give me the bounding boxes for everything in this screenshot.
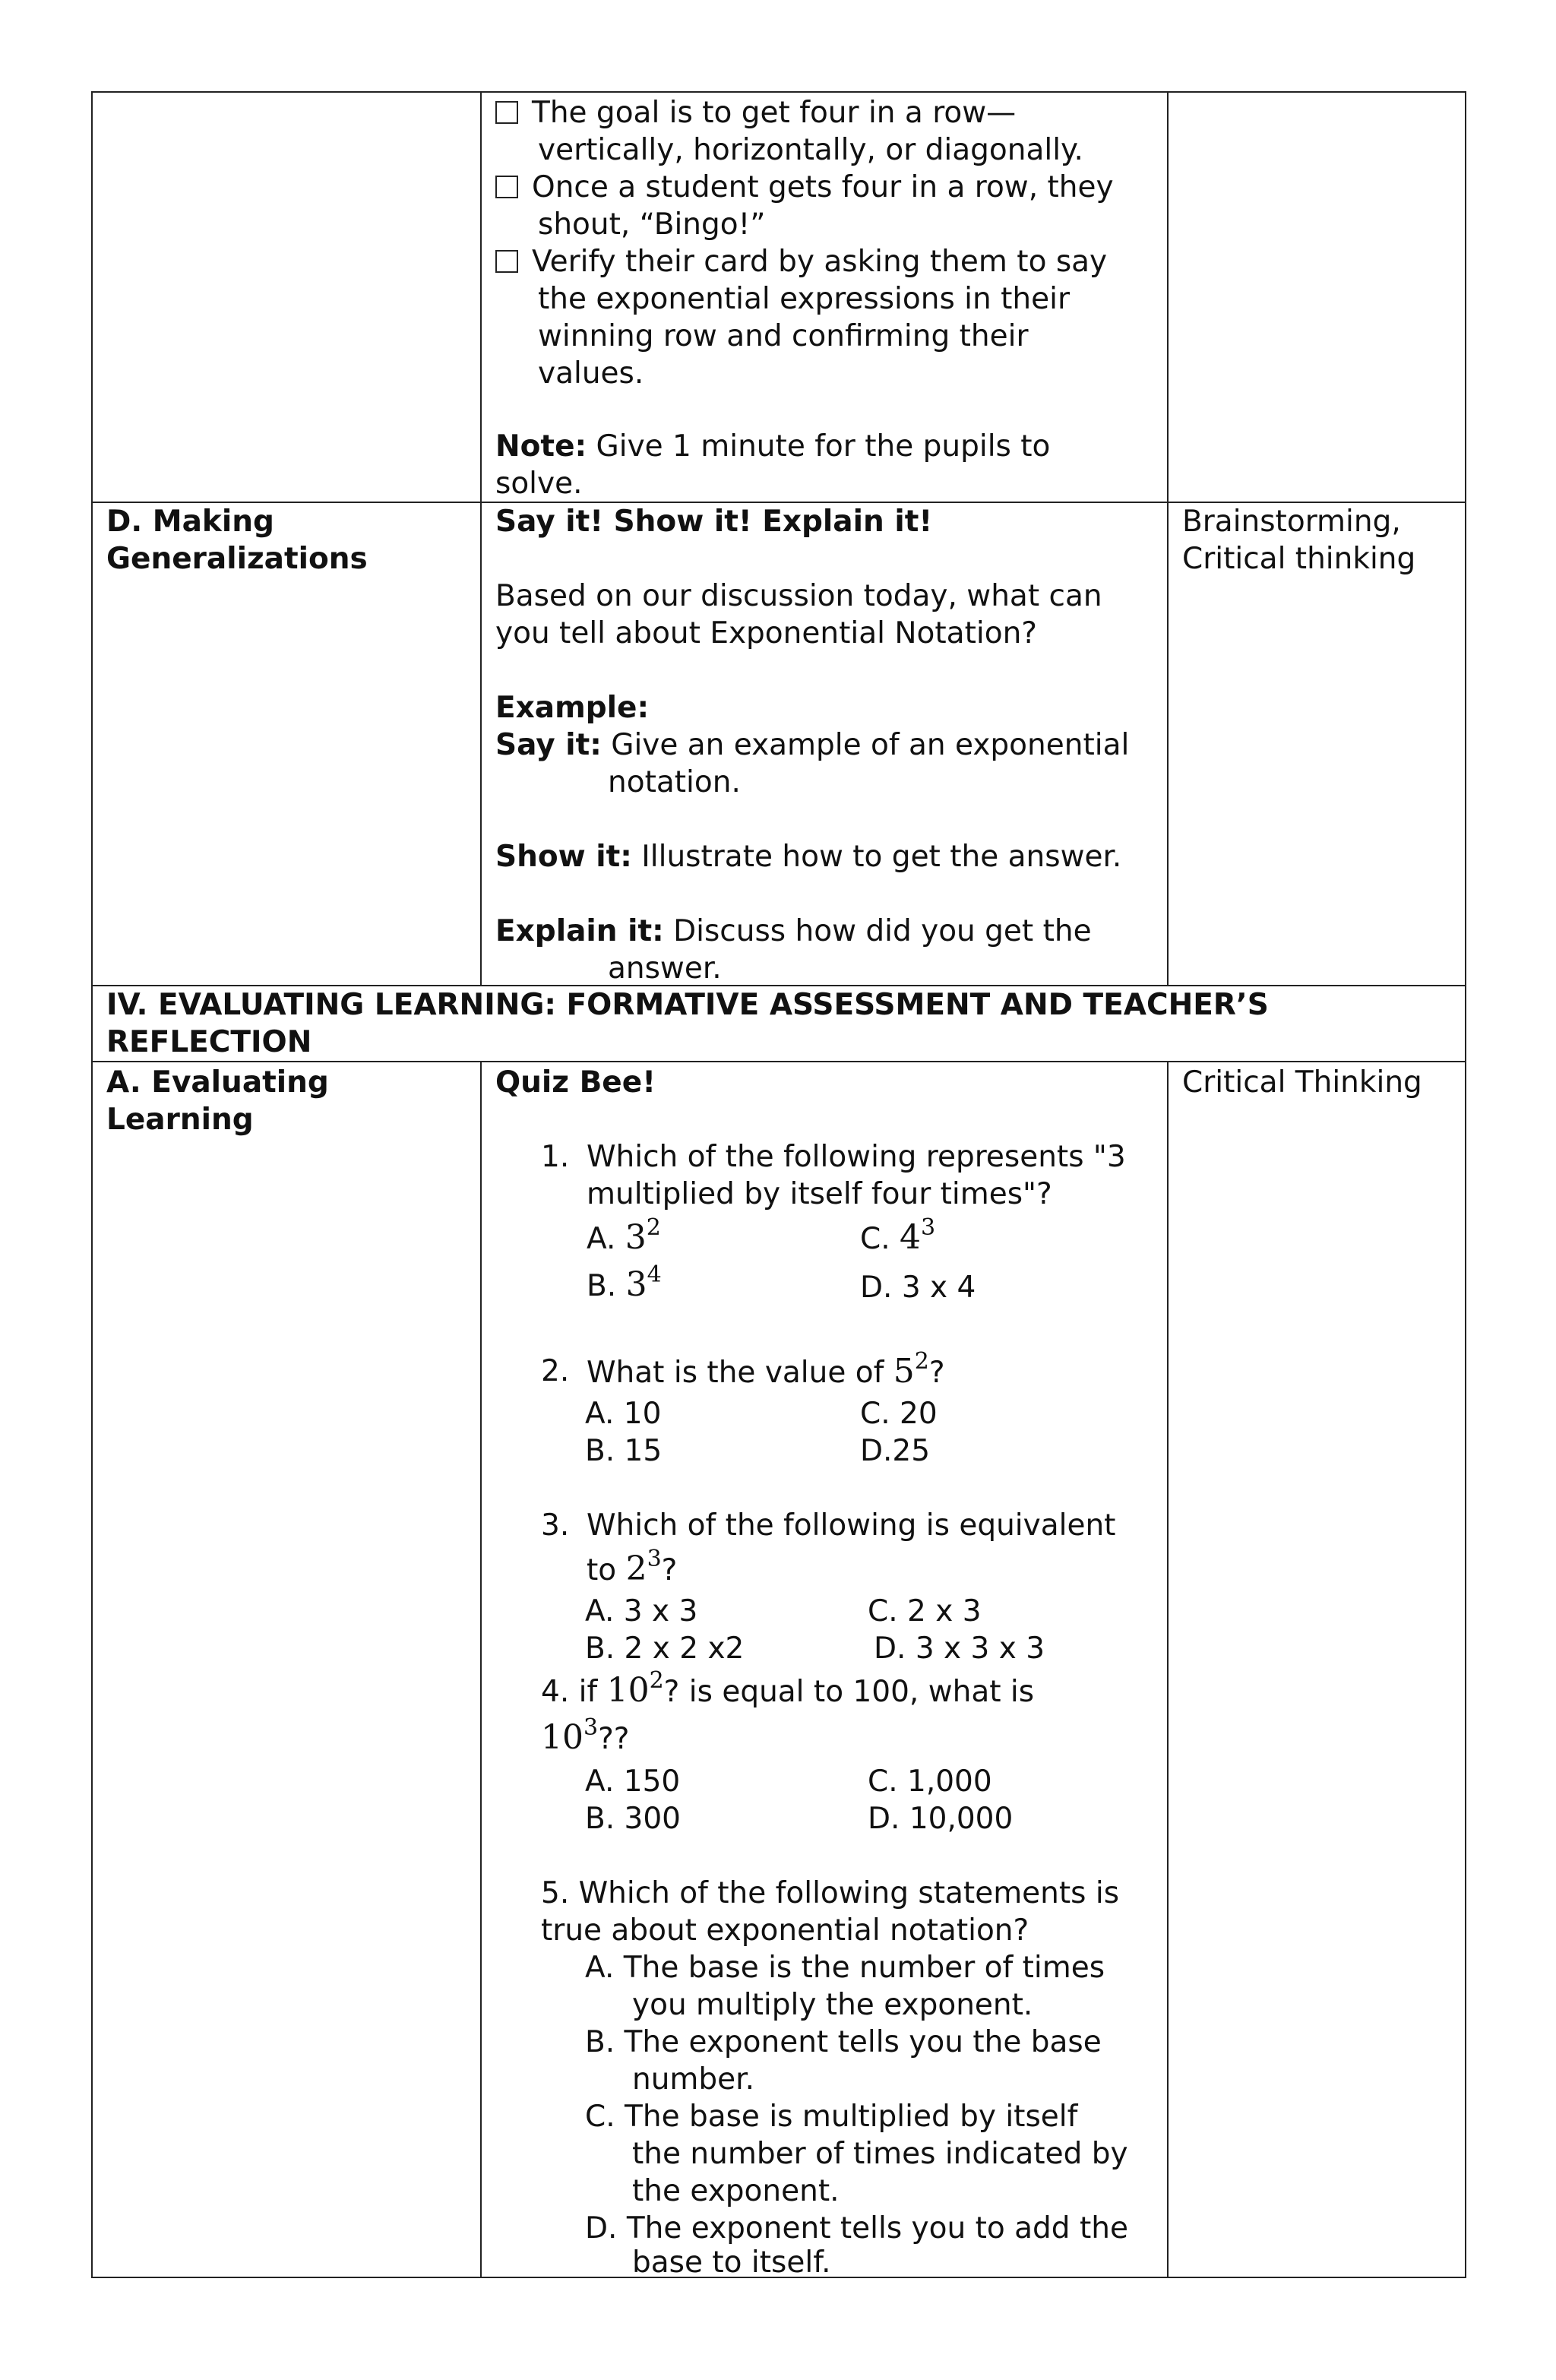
- bingo-bullet-3-cont-3: values.: [538, 356, 644, 391]
- bingo-bullet-1-cont: vertically, horizontally, or diagonally.: [538, 133, 1083, 167]
- quiz-title: Quiz Bee!: [495, 1065, 656, 1100]
- q5-option-d-2: base to itself.: [632, 2245, 831, 2280]
- evaluating-skill: Critical Thinking: [1182, 1065, 1422, 1100]
- bingo-bullet-3-cont-2: winning row and confirming their: [538, 319, 1029, 353]
- q4-text-1: 4. if $10^2$? is equal to 100, what is: [541, 1667, 1035, 1710]
- q4-option-d: D. 10,000: [868, 1802, 1014, 1836]
- bingo-bullet-3-cont-1: the exponential expressions in their: [538, 282, 1071, 316]
- section-iv-title-2: REFLECTION: [106, 1025, 312, 1059]
- explain-it-line: Explain it: Discuss how did you get the: [495, 914, 1092, 948]
- checkbox-icon: [495, 176, 518, 198]
- generalizations-heading-1: D. Making: [106, 505, 274, 539]
- q1-option-c: C. $4^3$: [860, 1214, 936, 1257]
- bingo-note-cont: solve.: [495, 467, 583, 501]
- q2-text: What is the value of $5^2$?: [587, 1348, 945, 1391]
- q5-text-1: 5. Which of the following statements is: [541, 1876, 1120, 1910]
- explain-it-cont: answer.: [608, 951, 722, 986]
- q1-text-2: multiplied by itself four times"?: [587, 1177, 1052, 1211]
- q2-option-d: D.25: [860, 1434, 931, 1468]
- q5-option-c-3: the exponent.: [632, 2174, 840, 2208]
- section-iv-title-1: IV. EVALUATING LEARNING: FORMATIVE ASSESSMENT AND TEACHER’S: [106, 988, 1269, 1022]
- q3-text-2: to $2^3$?: [587, 1546, 678, 1588]
- q5-option-c-2: the number of times indicated by: [632, 2137, 1128, 2171]
- column-divider-3: [480, 1061, 482, 2278]
- q3-number: 3.: [541, 1508, 570, 1543]
- q5-option-c-1: C. The base is multiplied by itself: [585, 2100, 1078, 2134]
- q1-option-a: A. $3^2$: [587, 1214, 661, 1257]
- q1-option-d: D. 3 x 4: [860, 1271, 976, 1305]
- q3-option-a: A. 3 x 3: [585, 1594, 698, 1628]
- bingo-bullet-2-cont: shout, “Bingo!”: [538, 207, 766, 242]
- say-it-cont: notation.: [608, 765, 741, 799]
- q5-option-a-2: you multiply the exponent.: [632, 1988, 1033, 2022]
- bingo-note: Note: Give 1 minute for the pupils to: [495, 429, 1051, 464]
- say-it-line: Say it: Give an example of an exponential: [495, 728, 1130, 762]
- q2-option-b: B. 15: [585, 1434, 663, 1468]
- bingo-bullet-1: The goal is to get four in a row—: [495, 94, 1016, 131]
- column-divider-2: [1167, 91, 1169, 985]
- q1-number: 1.: [541, 1140, 570, 1174]
- q2-option-c: C. 20: [860, 1397, 938, 1431]
- q3-option-b: B. 2 x 2 x2: [585, 1632, 745, 1666]
- q4-option-c: C. 1,000: [868, 1764, 992, 1799]
- q1-text-1: Which of the following represents "3: [587, 1140, 1126, 1174]
- checkbox-icon: [495, 101, 518, 124]
- q3-text-1: Which of the following is equivalent: [587, 1508, 1116, 1543]
- q4-option-b: B. 300: [585, 1802, 681, 1836]
- generalizations-heading-2: Generalizations: [106, 542, 368, 576]
- q5-option-d-1: D. The exponent tells you to add the: [585, 2211, 1128, 2245]
- show-it-line: Show it: Illustrate how to get the answer.: [495, 840, 1122, 874]
- checkbox-icon: [495, 250, 518, 273]
- q5-option-b-2: number.: [632, 2062, 755, 2097]
- q3-option-c: C. 2 x 3: [868, 1594, 982, 1628]
- generalizations-title: Say it! Show it! Explain it!: [495, 505, 933, 539]
- evaluating-heading-1: A. Evaluating: [106, 1065, 329, 1100]
- q2-number: 2.: [541, 1354, 570, 1388]
- q5-text-2: true about exponential notation?: [541, 1913, 1029, 1948]
- evaluating-heading-2: Learning: [106, 1103, 254, 1137]
- generalizations-prompt-1: Based on our discussion today, what can: [495, 579, 1102, 613]
- column-divider-1: [480, 91, 482, 985]
- bingo-bullet-3: Verify their card by asking them to say: [495, 243, 1107, 280]
- q4-option-a: A. 150: [585, 1764, 681, 1799]
- generalizations-skills-2: Critical thinking: [1182, 542, 1416, 576]
- q2-option-a: A. 10: [585, 1397, 662, 1431]
- bingo-bullet-2: Once a student gets four in a row, they: [495, 169, 1114, 206]
- q5-option-a-1: A. The base is the number of times: [585, 1951, 1105, 1985]
- column-divider-4: [1167, 1061, 1169, 2278]
- q3-option-d: D. 3 x 3 x 3: [874, 1632, 1045, 1666]
- generalizations-skills-1: Brainstorming,: [1182, 505, 1401, 539]
- generalizations-prompt-2: you tell about Exponential Notation?: [495, 616, 1037, 650]
- row-divider-3: [91, 1061, 1466, 1062]
- q1-option-b: B. $3^4$: [587, 1261, 662, 1304]
- q5-option-b-1: B. The exponent tells you the base: [585, 2025, 1102, 2059]
- example-label: Example:: [495, 691, 650, 725]
- q4-text-2: $10^3$??: [541, 1714, 630, 1757]
